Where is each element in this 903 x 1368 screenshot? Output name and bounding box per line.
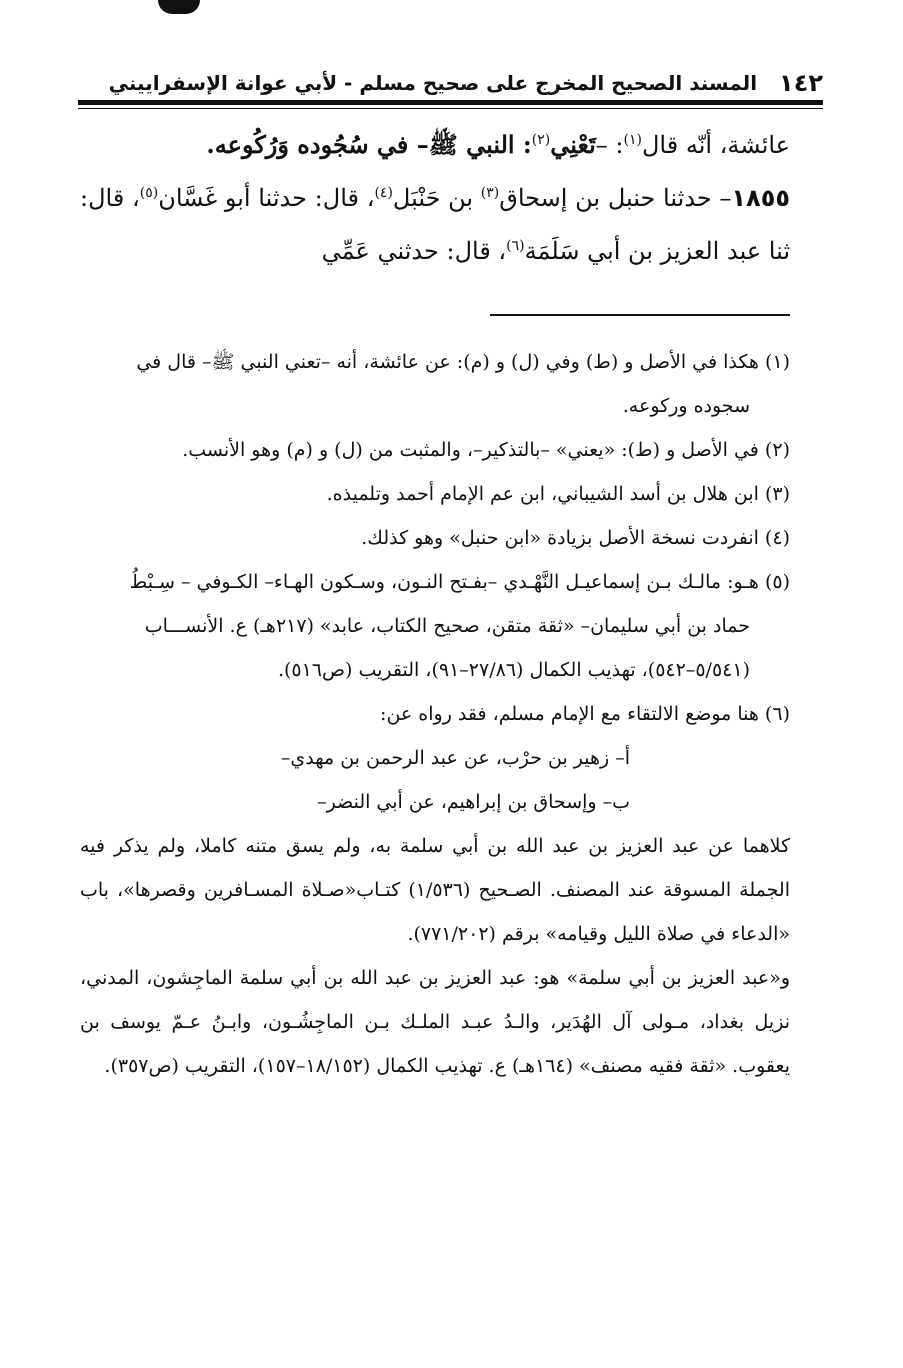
footnote-separator [490,314,790,316]
header-rule-thick [78,100,823,105]
hadith-number: ١٨٥٥ [731,184,790,212]
bold-phrase: : النبي ﷺ– في سُجُوده وَرُكُوعه. [206,130,532,159]
footnote-text: (٦) هنا موضع الالتقاء مع الإمام مسلم، فقد رواه عن: [380,703,790,725]
footnote-text: (١) هكذا في الأصل و (ط) وفي (ل) و (م): عن عائشة، أنه –تعني النبي ﷺ– قال في [136,351,790,373]
footnote-text: (٥) هـو: مالـك بـن إسماعيـل النَّهْـدي –بفـتح النـون، وسـكون الهـاء– الكـوفي – سِـبْطُ [129,571,790,593]
footnote-ref: (٤) [374,185,393,201]
footnote-5 [80,560,790,692]
footnote-text: سجوده وركوعه. [622,395,750,417]
main-text-span: : – [595,131,624,159]
footnote-6 [80,692,790,1088]
main-text-span: عائشة، أنّه قال [641,131,790,159]
main-line-1 [80,118,790,172]
main-text-span: ، قال: ثنا عبد العزيز بن أبي سَلَمَة [80,184,790,265]
footnote-4: (٤) انفردت نسخة الأصل بزيادة «ابن حنبل» وهو كذلك. [361,527,790,549]
footnote-subitem: ب– وإسحاق بن إبراهيم، عن أبي النضر– [317,791,630,813]
page-header [78,66,823,100]
bold-phrase: تَعْنِي [550,130,596,159]
scan-edge-mark [158,0,200,14]
main-text [80,118,790,278]
footnote-1 [80,340,790,428]
main-text-span: – حدثنا حنبل بن إسحاق [499,184,732,212]
footnote-text: حماد بن أبي سليمان– «ثقة متقن، صحيح الكتاب، عابد» (٢١٧هـ) ع. الأنســـاب [144,615,750,637]
footnotes [80,340,790,1088]
footnote-paragraph: كلاهما عن عبد العزيز بن عبد الله بن أبي سلمة به، ولم يسق متنه كاملا، ولم يذكر فيه الجملة المسوقة عند المصنف. الصـحيح (١/٥٣٦) كتـاب«صـلاة المسـافرين وقصرها»، باب «الدعاء في صلاة الليل وقيامه» برقم (٧٧١/٢٠٢). [80,835,790,945]
main-text-span: بن حَنْبَل [392,184,481,212]
footnote-2: (٢) في الأصل و (ط): «يعني» –بالتذكير–، والمثبت من (ل) و (م) وهو الأنسب. [182,439,790,461]
hadith-paragraph [80,172,790,278]
footnote-paragraph: و«عبد العزيز بن أبي سلمة» هو: عبد العزيز بن عبد الله بن أبي سلمة الماجِشون، المدني، نزيل بغداد، مـولى آل الهُدَير، والـدُ عبـد الملـك بـن الماجِشُـون، وابـنُ عـمّ يوسف بن يعقوب. «ثقة فقيه مصنف» (١٦٤هـ) ع. تهذيب الكمال (١٨/١٥٢–١٥٧)، التقريب (ص٣٥٧). [80,967,790,1077]
page-number: ١٤٢ [779,69,823,97]
footnote-3: (٣) ابن هلال بن أسد الشيباني، ابن عم الإمام أحمد وتلميذه. [326,483,790,505]
header-rule-thin [78,108,823,109]
running-title: المسند الصحيح المخرج على صحيح مسلم - لأبي عوانة الإسفراييني [108,71,758,95]
footnote-subitem: أ– زهير بن حرْب، عن عبد الرحمن بن مهدي– [280,747,630,769]
footnote-ref: (٦) [506,238,525,254]
main-text-span: ، قال: حدثني عَمِّي [321,237,507,265]
footnote-ref: (١) [623,132,642,148]
footnote-ref: (٥) [139,185,159,201]
main-text-span: ، قال: حدثنا أبو غَسَّان [158,184,375,212]
footnote-ref: (٢) [531,132,551,148]
footnote-text: (٥/٥٤١–٥٤٢)، تهذيب الكمال (٢٧/٨٦–٩١)، التقريب (ص٥١٦). [277,659,750,681]
footnote-ref: (٣) [480,185,500,201]
